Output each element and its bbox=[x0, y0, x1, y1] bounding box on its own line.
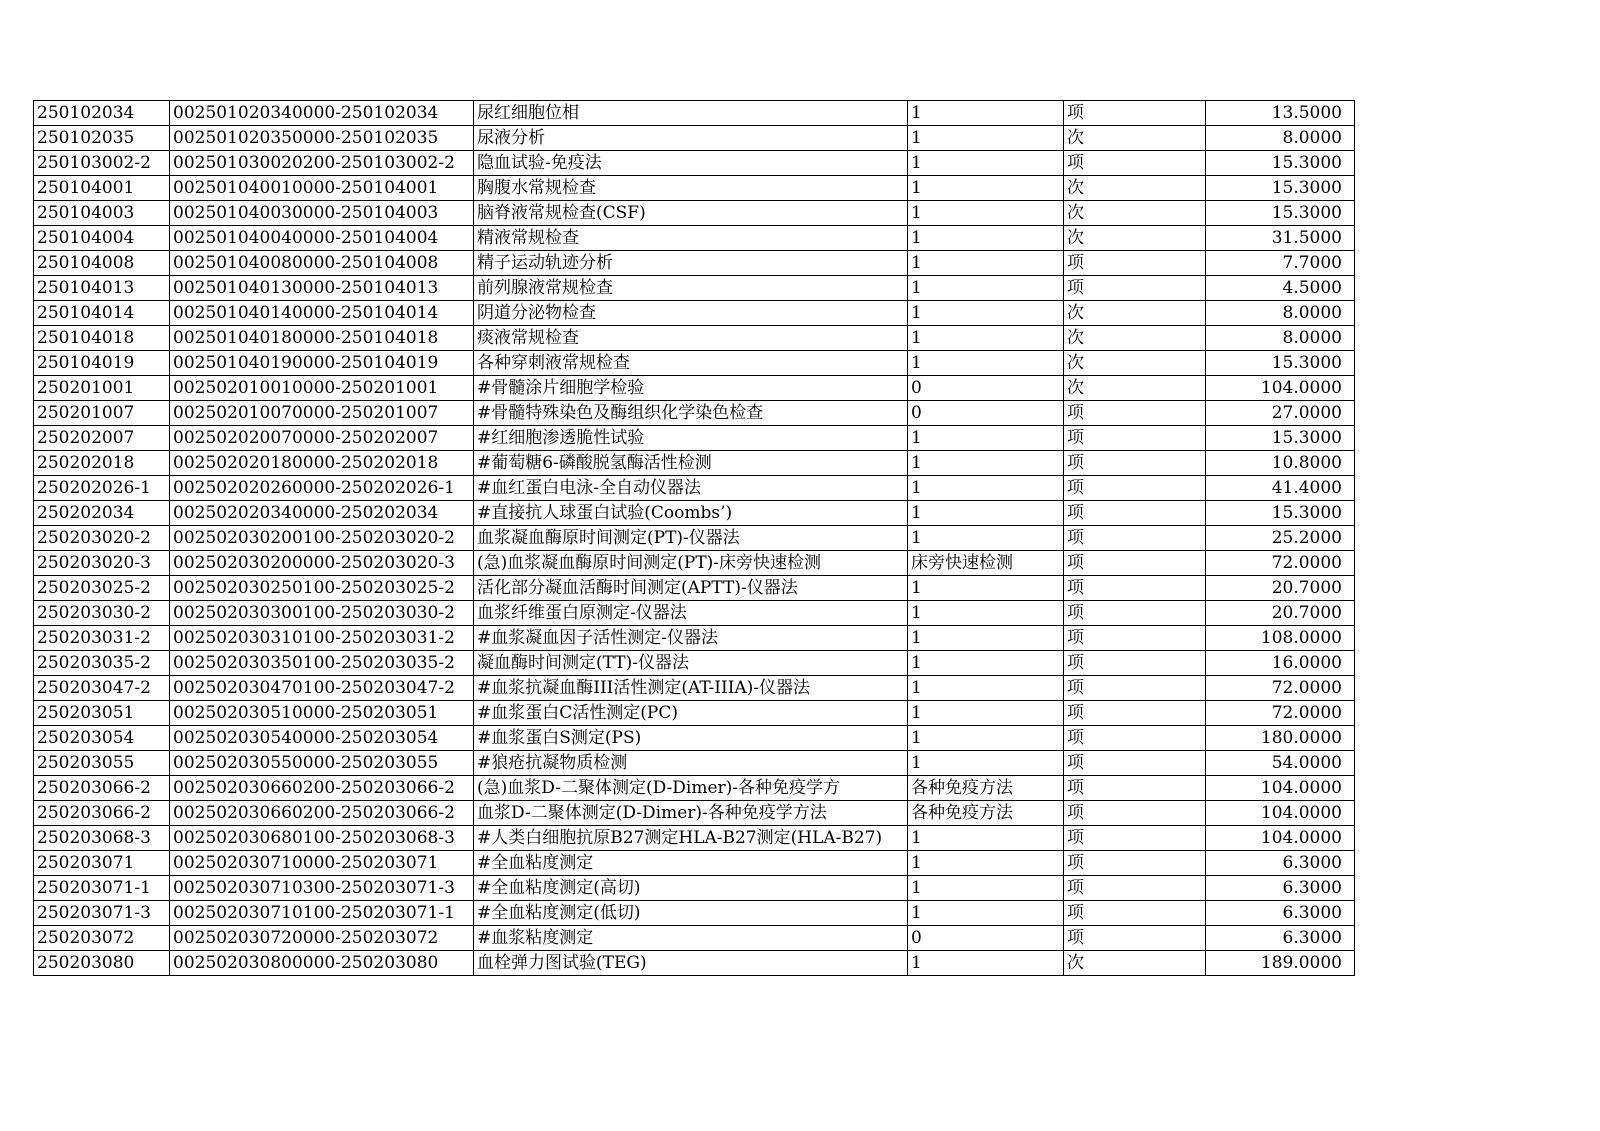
item-name-cell: 隐血试验-免疫法 bbox=[474, 151, 908, 176]
unit-cell: 次 bbox=[1064, 376, 1206, 401]
table-row bbox=[34, 401, 1355, 426]
unit-cell: 次 bbox=[1064, 351, 1206, 376]
price-cell: 15.3000 bbox=[1206, 151, 1355, 176]
full-code-cell: 002502030310100-250203031-2 bbox=[170, 626, 474, 651]
unit-cell: 项 bbox=[1064, 426, 1206, 451]
quantity-cell: 1 bbox=[908, 826, 1064, 851]
item-code-cell: 250104018 bbox=[34, 326, 170, 351]
table-row bbox=[34, 301, 1355, 326]
item-name-cell: #血浆粘度测定 bbox=[474, 926, 908, 951]
item-code-cell: 250103002-2 bbox=[34, 151, 170, 176]
unit-cell: 项 bbox=[1064, 501, 1206, 526]
item-code-cell: 250102034 bbox=[34, 101, 170, 126]
item-code-cell: 250104013 bbox=[34, 276, 170, 301]
item-code-cell: 250104019 bbox=[34, 351, 170, 376]
full-code-cell: 002502020070000-250202007 bbox=[170, 426, 474, 451]
price-cell: 8.0000 bbox=[1206, 126, 1355, 151]
item-name-cell: 血浆凝血酶原时间测定(PT)-仪器法 bbox=[474, 526, 908, 551]
quantity-cell: 1 bbox=[908, 576, 1064, 601]
full-code-cell: 002502030200000-250203020-3 bbox=[170, 551, 474, 576]
price-cell: 6.3000 bbox=[1206, 876, 1355, 901]
full-code-cell: 002501040010000-250104001 bbox=[170, 176, 474, 201]
quantity-cell: 1 bbox=[908, 601, 1064, 626]
item-code-cell: 250104004 bbox=[34, 226, 170, 251]
unit-cell: 项 bbox=[1064, 251, 1206, 276]
price-cell: 25.2000 bbox=[1206, 526, 1355, 551]
quantity-cell: 1 bbox=[908, 651, 1064, 676]
item-code-cell: 250203030-2 bbox=[34, 601, 170, 626]
unit-cell: 项 bbox=[1064, 701, 1206, 726]
item-code-cell: 250104008 bbox=[34, 251, 170, 276]
price-cell: 15.3000 bbox=[1206, 501, 1355, 526]
full-code-cell: 002502010010000-250201001 bbox=[170, 376, 474, 401]
item-name-cell: #红细胞渗透脆性试验 bbox=[474, 426, 908, 451]
unit-cell: 项 bbox=[1064, 401, 1206, 426]
full-code-cell: 002501040040000-250104004 bbox=[170, 226, 474, 251]
table-row bbox=[34, 176, 1355, 201]
item-code-cell: 250203020-3 bbox=[34, 551, 170, 576]
price-table bbox=[33, 100, 1355, 976]
table-row bbox=[34, 351, 1355, 376]
item-code-cell: 250102035 bbox=[34, 126, 170, 151]
unit-cell: 次 bbox=[1064, 126, 1206, 151]
unit-cell: 项 bbox=[1064, 926, 1206, 951]
item-name-cell: #狼疮抗凝物质检测 bbox=[474, 751, 908, 776]
table-row bbox=[34, 576, 1355, 601]
item-code-cell: 250203080 bbox=[34, 951, 170, 976]
item-code-cell: 250202034 bbox=[34, 501, 170, 526]
full-code-cell: 002502020260000-250202026-1 bbox=[170, 476, 474, 501]
item-code-cell: 250201001 bbox=[34, 376, 170, 401]
item-name-cell: 精液常规检查 bbox=[474, 226, 908, 251]
table-row bbox=[34, 151, 1355, 176]
item-name-cell: #葡萄糖6-磷酸脱氢酶活性检测 bbox=[474, 451, 908, 476]
unit-cell: 项 bbox=[1064, 626, 1206, 651]
full-code-cell: 002502030540000-250203054 bbox=[170, 726, 474, 751]
item-name-cell: #血浆蛋白C活性测定(PC) bbox=[474, 701, 908, 726]
table-row bbox=[34, 726, 1355, 751]
table-row bbox=[34, 651, 1355, 676]
table-row bbox=[34, 126, 1355, 151]
quantity-cell: 1 bbox=[908, 201, 1064, 226]
unit-cell: 项 bbox=[1064, 551, 1206, 576]
unit-cell: 项 bbox=[1064, 726, 1206, 751]
quantity-cell: 1 bbox=[908, 351, 1064, 376]
price-cell: 6.3000 bbox=[1206, 926, 1355, 951]
table-row bbox=[34, 776, 1355, 801]
table-row bbox=[34, 526, 1355, 551]
table-row bbox=[34, 701, 1355, 726]
quantity-cell: 1 bbox=[908, 876, 1064, 901]
unit-cell: 项 bbox=[1064, 751, 1206, 776]
full-code-cell: 002501040180000-250104018 bbox=[170, 326, 474, 351]
unit-cell: 次 bbox=[1064, 326, 1206, 351]
full-code-cell: 002502030710000-250203071 bbox=[170, 851, 474, 876]
item-code-cell: 250203068-3 bbox=[34, 826, 170, 851]
unit-cell: 项 bbox=[1064, 601, 1206, 626]
table-row bbox=[34, 676, 1355, 701]
unit-cell: 项 bbox=[1064, 776, 1206, 801]
table-row bbox=[34, 426, 1355, 451]
price-cell: 15.3000 bbox=[1206, 351, 1355, 376]
quantity-cell: 1 bbox=[908, 226, 1064, 251]
price-cell: 104.0000 bbox=[1206, 776, 1355, 801]
unit-cell: 项 bbox=[1064, 876, 1206, 901]
price-cell: 189.0000 bbox=[1206, 951, 1355, 976]
item-name-cell: #全血粘度测定 bbox=[474, 851, 908, 876]
item-name-cell: 痰液常规检查 bbox=[474, 326, 908, 351]
item-code-cell: 250202007 bbox=[34, 426, 170, 451]
quantity-cell: 1 bbox=[908, 701, 1064, 726]
quantity-cell: 各种免疫方法 bbox=[908, 801, 1064, 826]
quantity-cell: 1 bbox=[908, 501, 1064, 526]
item-code-cell: 250203035-2 bbox=[34, 651, 170, 676]
full-code-cell: 002501040140000-250104014 bbox=[170, 301, 474, 326]
item-name-cell: #血红蛋白电泳-全自动仪器法 bbox=[474, 476, 908, 501]
full-code-cell: 002501040080000-250104008 bbox=[170, 251, 474, 276]
item-name-cell: #全血粘度测定(低切) bbox=[474, 901, 908, 926]
item-code-cell: 250104003 bbox=[34, 201, 170, 226]
quantity-cell: 0 bbox=[908, 926, 1064, 951]
unit-cell: 项 bbox=[1064, 276, 1206, 301]
item-name-cell: #血浆抗凝血酶III活性测定(AT-IIIA)-仪器法 bbox=[474, 676, 908, 701]
table-row bbox=[34, 376, 1355, 401]
full-code-cell: 002502030800000-250203080 bbox=[170, 951, 474, 976]
quantity-cell: 1 bbox=[908, 901, 1064, 926]
price-cell: 27.0000 bbox=[1206, 401, 1355, 426]
price-cell: 8.0000 bbox=[1206, 301, 1355, 326]
full-code-cell: 002501020350000-250102035 bbox=[170, 126, 474, 151]
unit-cell: 项 bbox=[1064, 826, 1206, 851]
item-name-cell: (急)血浆D-二聚体测定(D-Dimer)-各种免疫学方 bbox=[474, 776, 908, 801]
unit-cell: 项 bbox=[1064, 451, 1206, 476]
full-code-cell: 002502020340000-250202034 bbox=[170, 501, 474, 526]
item-name-cell: 尿液分析 bbox=[474, 126, 908, 151]
quantity-cell: 床旁快速检测 bbox=[908, 551, 1064, 576]
quantity-cell: 1 bbox=[908, 301, 1064, 326]
price-cell: 13.5000 bbox=[1206, 101, 1355, 126]
item-name-cell: (急)血浆凝血酶原时间测定(PT)-床旁快速检测 bbox=[474, 551, 908, 576]
item-name-cell: 尿红细胞位相 bbox=[474, 101, 908, 126]
item-name-cell: #血浆凝血因子活性测定-仪器法 bbox=[474, 626, 908, 651]
item-name-cell: 血浆D-二聚体测定(D-Dimer)-各种免疫学方法 bbox=[474, 801, 908, 826]
item-code-cell: 250203047-2 bbox=[34, 676, 170, 701]
table-row bbox=[34, 601, 1355, 626]
price-cell: 180.0000 bbox=[1206, 726, 1355, 751]
item-code-cell: 250203071-3 bbox=[34, 901, 170, 926]
full-code-cell: 002501040190000-250104019 bbox=[170, 351, 474, 376]
table-row bbox=[34, 876, 1355, 901]
full-code-cell: 002501020340000-250102034 bbox=[170, 101, 474, 126]
price-cell: 104.0000 bbox=[1206, 801, 1355, 826]
price-cell: 20.7000 bbox=[1206, 576, 1355, 601]
item-code-cell: 250203054 bbox=[34, 726, 170, 751]
table-row bbox=[34, 826, 1355, 851]
unit-cell: 次 bbox=[1064, 226, 1206, 251]
unit-cell: 项 bbox=[1064, 651, 1206, 676]
price-cell: 20.7000 bbox=[1206, 601, 1355, 626]
item-name-cell: 血栓弹力图试验(TEG) bbox=[474, 951, 908, 976]
table-row bbox=[34, 476, 1355, 501]
quantity-cell: 1 bbox=[908, 326, 1064, 351]
full-code-cell: 002502030200100-250203020-2 bbox=[170, 526, 474, 551]
price-cell: 72.0000 bbox=[1206, 551, 1355, 576]
quantity-cell: 1 bbox=[908, 726, 1064, 751]
item-name-cell: 阴道分泌物检查 bbox=[474, 301, 908, 326]
quantity-cell: 1 bbox=[908, 526, 1064, 551]
item-code-cell: 250203071 bbox=[34, 851, 170, 876]
full-code-cell: 002502030470100-250203047-2 bbox=[170, 676, 474, 701]
item-name-cell: 脑脊液常规检查(CSF) bbox=[474, 201, 908, 226]
item-code-cell: 250203066-2 bbox=[34, 776, 170, 801]
quantity-cell: 1 bbox=[908, 951, 1064, 976]
table-row bbox=[34, 326, 1355, 351]
full-code-cell: 002502030710300-250203071-3 bbox=[170, 876, 474, 901]
unit-cell: 项 bbox=[1064, 476, 1206, 501]
unit-cell: 次 bbox=[1064, 951, 1206, 976]
full-code-cell: 002502030250100-250203025-2 bbox=[170, 576, 474, 601]
table-row bbox=[34, 851, 1355, 876]
price-cell: 54.0000 bbox=[1206, 751, 1355, 776]
full-code-cell: 002502030720000-250203072 bbox=[170, 926, 474, 951]
unit-cell: 次 bbox=[1064, 201, 1206, 226]
full-code-cell: 002502030660200-250203066-2 bbox=[170, 801, 474, 826]
item-name-cell: #全血粘度测定(高切) bbox=[474, 876, 908, 901]
item-code-cell: 250203051 bbox=[34, 701, 170, 726]
full-code-cell: 002501040130000-250104013 bbox=[170, 276, 474, 301]
table-row bbox=[34, 951, 1355, 976]
unit-cell: 项 bbox=[1064, 151, 1206, 176]
price-cell: 15.3000 bbox=[1206, 176, 1355, 201]
quantity-cell: 1 bbox=[908, 476, 1064, 501]
full-code-cell: 002502030660200-250203066-2 bbox=[170, 776, 474, 801]
table-row bbox=[34, 101, 1355, 126]
full-code-cell: 002502020180000-250202018 bbox=[170, 451, 474, 476]
quantity-cell: 0 bbox=[908, 376, 1064, 401]
quantity-cell: 1 bbox=[908, 676, 1064, 701]
item-name-cell: #直接抗人球蛋白试验(Coombs’) bbox=[474, 501, 908, 526]
item-name-cell: 活化部分凝血活酶时间测定(APTT)-仪器法 bbox=[474, 576, 908, 601]
table-row bbox=[34, 626, 1355, 651]
quantity-cell: 各种免疫方法 bbox=[908, 776, 1064, 801]
table-row bbox=[34, 551, 1355, 576]
quantity-cell: 1 bbox=[908, 426, 1064, 451]
item-code-cell: 250104001 bbox=[34, 176, 170, 201]
price-cell: 104.0000 bbox=[1206, 826, 1355, 851]
full-code-cell: 002502030550000-250203055 bbox=[170, 751, 474, 776]
item-code-cell: 250104014 bbox=[34, 301, 170, 326]
unit-cell: 次 bbox=[1064, 301, 1206, 326]
price-cell: 16.0000 bbox=[1206, 651, 1355, 676]
full-code-cell: 002502030510000-250203051 bbox=[170, 701, 474, 726]
price-cell: 104.0000 bbox=[1206, 376, 1355, 401]
item-code-cell: 250203071-1 bbox=[34, 876, 170, 901]
item-code-cell: 250203020-2 bbox=[34, 526, 170, 551]
quantity-cell: 1 bbox=[908, 126, 1064, 151]
price-cell: 6.3000 bbox=[1206, 851, 1355, 876]
full-code-cell: 002502010070000-250201007 bbox=[170, 401, 474, 426]
quantity-cell: 1 bbox=[908, 626, 1064, 651]
unit-cell: 项 bbox=[1064, 851, 1206, 876]
full-code-cell: 002501040030000-250104003 bbox=[170, 201, 474, 226]
price-cell: 10.8000 bbox=[1206, 451, 1355, 476]
unit-cell: 项 bbox=[1064, 576, 1206, 601]
price-cell: 4.5000 bbox=[1206, 276, 1355, 301]
item-code-cell: 250201007 bbox=[34, 401, 170, 426]
full-code-cell: 002502030350100-250203035-2 bbox=[170, 651, 474, 676]
price-cell: 108.0000 bbox=[1206, 626, 1355, 651]
table-row bbox=[34, 251, 1355, 276]
item-name-cell: 血浆纤维蛋白原测定-仪器法 bbox=[474, 601, 908, 626]
quantity-cell: 1 bbox=[908, 451, 1064, 476]
full-code-cell: 002502030300100-250203030-2 bbox=[170, 601, 474, 626]
price-cell: 72.0000 bbox=[1206, 701, 1355, 726]
quantity-cell: 1 bbox=[908, 151, 1064, 176]
item-name-cell: #人类白细胞抗原B27测定HLA-B27测定(HLA-B27) bbox=[474, 826, 908, 851]
item-name-cell: 前列腺液常规检查 bbox=[474, 276, 908, 301]
unit-cell: 项 bbox=[1064, 901, 1206, 926]
table-row bbox=[34, 801, 1355, 826]
quantity-cell: 1 bbox=[908, 101, 1064, 126]
price-cell: 7.7000 bbox=[1206, 251, 1355, 276]
quantity-cell: 1 bbox=[908, 851, 1064, 876]
table-row bbox=[34, 751, 1355, 776]
full-code-cell: 002502030710100-250203071-1 bbox=[170, 901, 474, 926]
item-code-cell: 250202026-1 bbox=[34, 476, 170, 501]
price-cell: 8.0000 bbox=[1206, 326, 1355, 351]
item-name-cell: 各种穿刺液常规检查 bbox=[474, 351, 908, 376]
unit-cell: 项 bbox=[1064, 101, 1206, 126]
item-name-cell: #骨髓特殊染色及酶组织化学染色检查 bbox=[474, 401, 908, 426]
quantity-cell: 1 bbox=[908, 751, 1064, 776]
item-code-cell: 250203066-2 bbox=[34, 801, 170, 826]
quantity-cell: 1 bbox=[908, 251, 1064, 276]
table-row bbox=[34, 201, 1355, 226]
quantity-cell: 1 bbox=[908, 276, 1064, 301]
table-row bbox=[34, 276, 1355, 301]
item-name-cell: 凝血酶时间测定(TT)-仪器法 bbox=[474, 651, 908, 676]
item-code-cell: 250203031-2 bbox=[34, 626, 170, 651]
table-row bbox=[34, 451, 1355, 476]
price-table-body bbox=[34, 101, 1355, 976]
table-row bbox=[34, 926, 1355, 951]
table-row bbox=[34, 501, 1355, 526]
unit-cell: 项 bbox=[1064, 526, 1206, 551]
price-cell: 15.3000 bbox=[1206, 201, 1355, 226]
price-cell: 72.0000 bbox=[1206, 676, 1355, 701]
price-cell: 6.3000 bbox=[1206, 901, 1355, 926]
full-code-cell: 002501030020200-250103002-2 bbox=[170, 151, 474, 176]
item-name-cell: #骨髓涂片细胞学检验 bbox=[474, 376, 908, 401]
quantity-cell: 1 bbox=[908, 176, 1064, 201]
quantity-cell: 0 bbox=[908, 401, 1064, 426]
price-cell: 41.4000 bbox=[1206, 476, 1355, 501]
item-code-cell: 250203072 bbox=[34, 926, 170, 951]
full-code-cell: 002502030680100-250203068-3 bbox=[170, 826, 474, 851]
item-name-cell: 精子运动轨迹分析 bbox=[474, 251, 908, 276]
item-code-cell: 250203055 bbox=[34, 751, 170, 776]
item-name-cell: #血浆蛋白S测定(PS) bbox=[474, 726, 908, 751]
price-cell: 15.3000 bbox=[1206, 426, 1355, 451]
unit-cell: 项 bbox=[1064, 676, 1206, 701]
item-name-cell: 胸腹水常规检查 bbox=[474, 176, 908, 201]
table-row bbox=[34, 226, 1355, 251]
unit-cell: 次 bbox=[1064, 176, 1206, 201]
table-row bbox=[34, 901, 1355, 926]
item-code-cell: 250202018 bbox=[34, 451, 170, 476]
unit-cell: 项 bbox=[1064, 801, 1206, 826]
price-cell: 31.5000 bbox=[1206, 226, 1355, 251]
item-code-cell: 250203025-2 bbox=[34, 576, 170, 601]
